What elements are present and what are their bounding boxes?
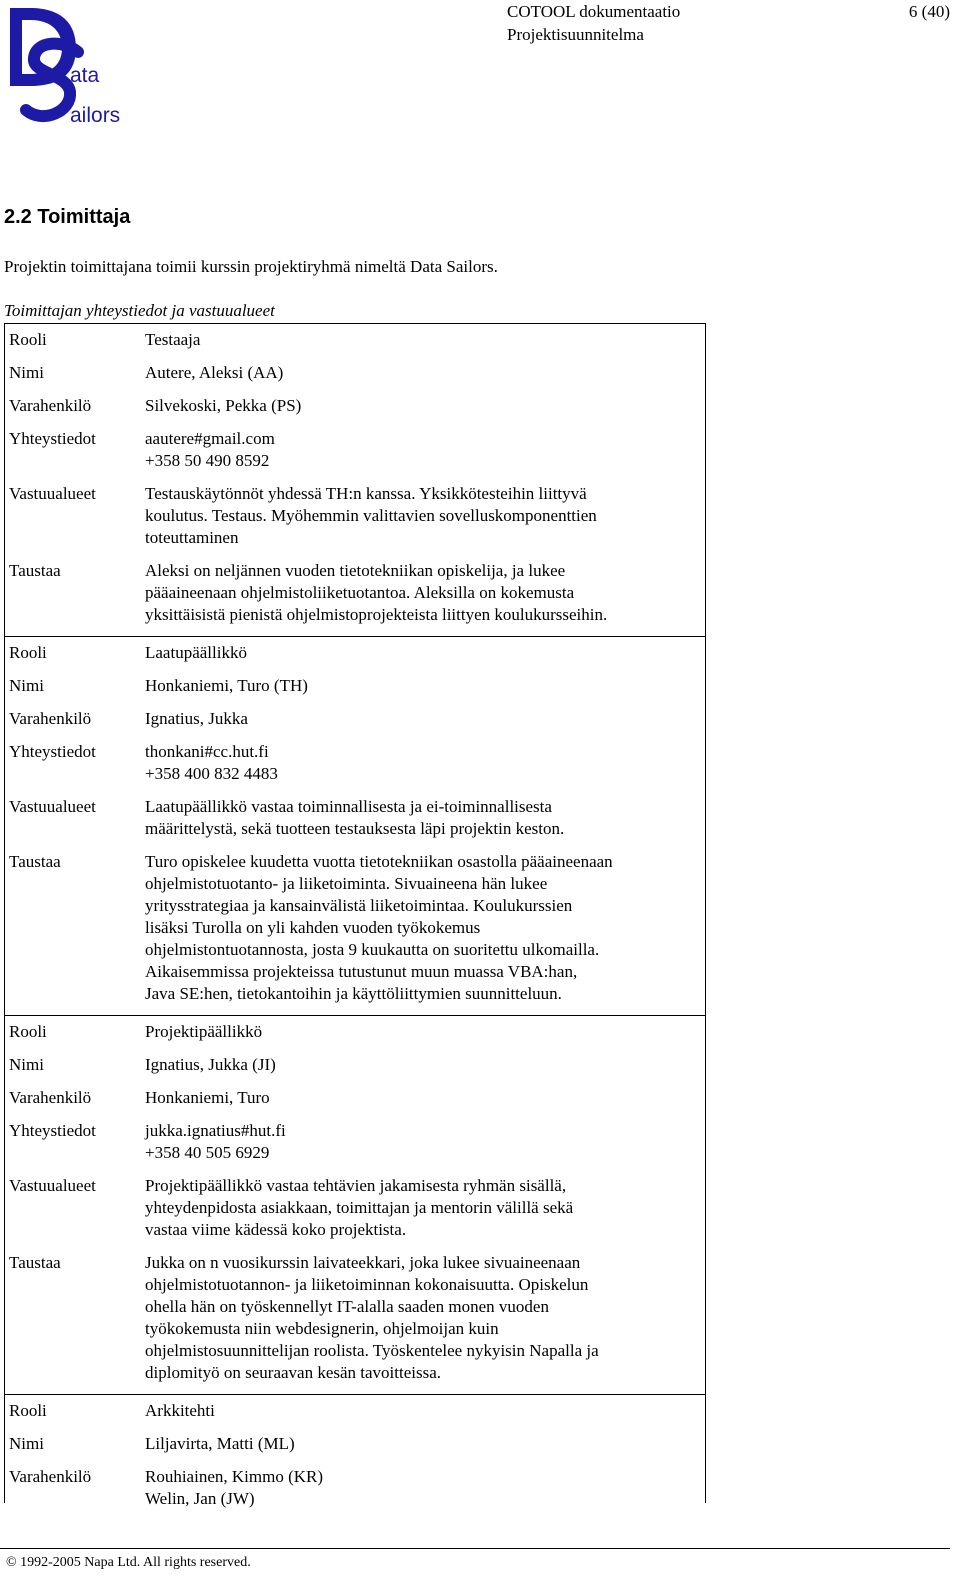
role-row (5, 324, 705, 357)
background-line: ohjelmistosuunnittelijan roolista. Työskentelee nykyisin Napalla ja (145, 1341, 599, 1360)
contact-row (5, 1115, 705, 1170)
contact-line: jukka.ignatius#hut.fi (145, 1121, 286, 1140)
name-line: Liljavirta, Matti (ML) (145, 1434, 295, 1453)
person-block (5, 1395, 705, 1520)
background-value (145, 851, 705, 1005)
background-line: ohjelmistontuotannosta, josta 9 kuukautta on suoritettu ulkomailla. (145, 940, 600, 959)
background-line: lisäksi Turolla on yli kahden vuoden työkokemus (145, 918, 481, 937)
responsibilities-row (5, 791, 705, 846)
role-line: Laatupäällikkö (145, 643, 247, 662)
background-line: yritysstrategiaa ja kansainvälistä liiketoimintaa. Koulukurssien (145, 896, 573, 915)
name-label: Nimi (9, 676, 44, 695)
role-value (145, 1021, 705, 1043)
data-sailors-logo (6, 4, 130, 126)
deputy-value (145, 395, 705, 417)
background-line: Aikaisemmissa projekteissa tutustunut muun muassa VBA:han, (145, 962, 578, 981)
deputy-row (5, 1082, 705, 1115)
background-label: Taustaa (9, 1253, 61, 1272)
contact-row (5, 736, 705, 791)
background-label: Taustaa (9, 852, 61, 871)
document-name: COTOOL dokumentaatio (507, 2, 681, 21)
svg-text:ata: ata (70, 64, 100, 87)
background-value (145, 560, 705, 626)
responsibilities-row (5, 1170, 705, 1247)
role-value (145, 1400, 705, 1422)
deputy-label: Varahenkilö (9, 1467, 92, 1486)
contact-value (145, 428, 705, 472)
role-line: Arkkitehti (145, 1401, 215, 1420)
name-value (145, 362, 705, 384)
name-line: Autere, Aleksi (AA) (145, 363, 284, 382)
intro-paragraph: Projektin toimittajana toimii kurssin projektiryhmä nimeltä Data Sailors. (4, 257, 498, 276)
name-row (5, 357, 705, 390)
deputy-line: Ignatius, Jukka (145, 709, 248, 728)
name-label: Nimi (9, 363, 44, 382)
contact-value (145, 1120, 705, 1164)
deputy-label: Varahenkilö (9, 1088, 92, 1107)
background-line: diplomityö on seuraavan kesän tavoitteissa. (145, 1363, 442, 1382)
svg-text:ailors: ailors (70, 104, 121, 126)
contact-line: +358 400 832 4483 (145, 764, 278, 783)
role-label: Rooli (9, 643, 47, 662)
name-value (145, 1054, 705, 1076)
responsibilities-value (145, 796, 705, 840)
responsibilities-value (145, 1175, 705, 1241)
responsibilities-line: vastaa viime kädessä koko projektista. (145, 1220, 407, 1239)
name-line: Ignatius, Jukka (JI) (145, 1055, 276, 1074)
deputy-label: Varahenkilö (9, 709, 92, 728)
responsibilities-value (145, 483, 705, 549)
deputy-line: Rouhiainen, Kimmo (KR) (145, 1467, 324, 1486)
name-label: Nimi (9, 1055, 44, 1074)
role-label: Rooli (9, 1022, 47, 1041)
responsibilities-label: Vastuualueet (9, 1176, 96, 1195)
background-line: ohjelmistotuotanto- ja liiketoiminta. Sivuaineena hän lukee (145, 874, 548, 893)
responsibilities-line: yhteydenpidosta asiakkaan, toimittajan ja mentorin välillä sekä (145, 1198, 574, 1217)
contact-line: +358 40 505 6929 (145, 1143, 270, 1162)
responsibilities-label: Vastuualueet (9, 484, 96, 503)
name-line: Honkaniemi, Turo (TH) (145, 676, 308, 695)
contact-line: thonkani#cc.hut.fi (145, 742, 269, 761)
footer-divider (0, 1548, 950, 1549)
responsibilities-line: Laatupäällikkö vastaa toiminnallisesta ja ei-toiminnallisesta (145, 797, 552, 816)
deputy-value (145, 1466, 705, 1510)
background-line: työkokemusta niin webdesignerin, ohjelmoijan kuin (145, 1319, 499, 1338)
responsibilities-label: Vastuualueet (9, 797, 96, 816)
deputy-label: Varahenkilö (9, 396, 92, 415)
role-label: Rooli (9, 330, 47, 349)
background-line: Aleksi on neljännen vuoden tietotekniikan opiskelija, ja lukee (145, 561, 566, 580)
deputy-line: Silvekoski, Pekka (PS) (145, 396, 302, 415)
deputy-row (5, 703, 705, 736)
name-row (5, 1049, 705, 1082)
contact-row (5, 423, 705, 478)
name-row (5, 1428, 705, 1461)
background-line: Java SE:hen, tietokantoihin ja käyttöliittymien suunnitteluun. (145, 984, 562, 1003)
contact-line: +358 50 490 8592 (145, 451, 270, 470)
role-row (5, 1395, 705, 1428)
background-line: Jukka on n vuosikurssin laivateekkari, joka lukee sivuaineenaan (145, 1253, 581, 1272)
background-label: Taustaa (9, 561, 61, 580)
responsibilities-line: Projektipäällikkö vastaa tehtävien jakamisesta ryhmän sisällä, (145, 1176, 567, 1195)
role-line: Projektipäällikkö (145, 1022, 263, 1041)
document-subtitle: Projektisuunnitelma (507, 25, 644, 44)
background-row (5, 1247, 705, 1390)
deputy-row (5, 1461, 705, 1516)
background-row (5, 846, 705, 1011)
person-block (5, 1016, 705, 1395)
background-value (145, 1252, 705, 1384)
responsibilities-row (5, 478, 705, 555)
role-row (5, 637, 705, 670)
deputy-value (145, 708, 705, 730)
contact-value (145, 741, 705, 785)
background-line: ohjelmistotuotannon- ja liiketoiminnan kokonaisuutta. Opiskelun (145, 1275, 589, 1294)
background-line: ohella hän on työskennellyt IT-alalla saaden monen vuoden (145, 1297, 549, 1316)
person-block (5, 637, 705, 1016)
deputy-line: Welin, Jan (JW) (145, 1489, 255, 1508)
name-label: Nimi (9, 1434, 44, 1453)
background-line: Turo opiskelee kuudetta vuotta tietotekniikan osastolla pääaineenaan (145, 852, 613, 871)
responsibilities-line: toteuttaminen (145, 528, 239, 547)
section-heading: 2.2 Toimittaja (4, 206, 131, 228)
role-value (145, 329, 705, 351)
deputy-row (5, 390, 705, 423)
name-value (145, 675, 705, 697)
deputy-value (145, 1087, 705, 1109)
role-value (145, 642, 705, 664)
contacts-table (4, 323, 706, 1508)
responsibilities-line: Testauskäytönnöt yhdessä TH:n kanssa. Yksikkötesteihin liittyvä (145, 484, 587, 503)
contact-label: Yhteystiedot (9, 742, 96, 761)
role-row (5, 1016, 705, 1049)
background-line: pääaineenaan ohjelmistoliiketuotantoa. Aleksilla on kokemusta (145, 583, 575, 602)
table-caption: Toimittajan yhteystiedot ja vastuualueet (4, 301, 275, 320)
footer-copyright: © 1992-2005 Napa Ltd. All rights reserved. (6, 1555, 251, 1570)
contact-label: Yhteystiedot (9, 429, 96, 448)
name-value (145, 1433, 705, 1455)
deputy-line: Honkaniemi, Turo (145, 1088, 270, 1107)
role-label: Rooli (9, 1401, 47, 1420)
page-number: 6 (40) (908, 2, 950, 21)
document-title (507, 0, 680, 46)
person-block (5, 324, 705, 637)
background-line: yksittäisistä pienistä ohjelmistoprojekteista liittyen koulukursseihin. (145, 605, 608, 624)
responsibilities-line: koulutus. Testaus. Myöhemmin valittavien sovelluskomponenttien (145, 506, 597, 525)
background-row (5, 555, 705, 632)
contact-label: Yhteystiedot (9, 1121, 96, 1140)
name-row (5, 670, 705, 703)
responsibilities-line: määrittelystä, sekä tuotteen testauksesta läpi projektin keston. (145, 819, 565, 838)
role-line: Testaaja (145, 330, 201, 349)
contact-line: aautere#gmail.com (145, 429, 275, 448)
